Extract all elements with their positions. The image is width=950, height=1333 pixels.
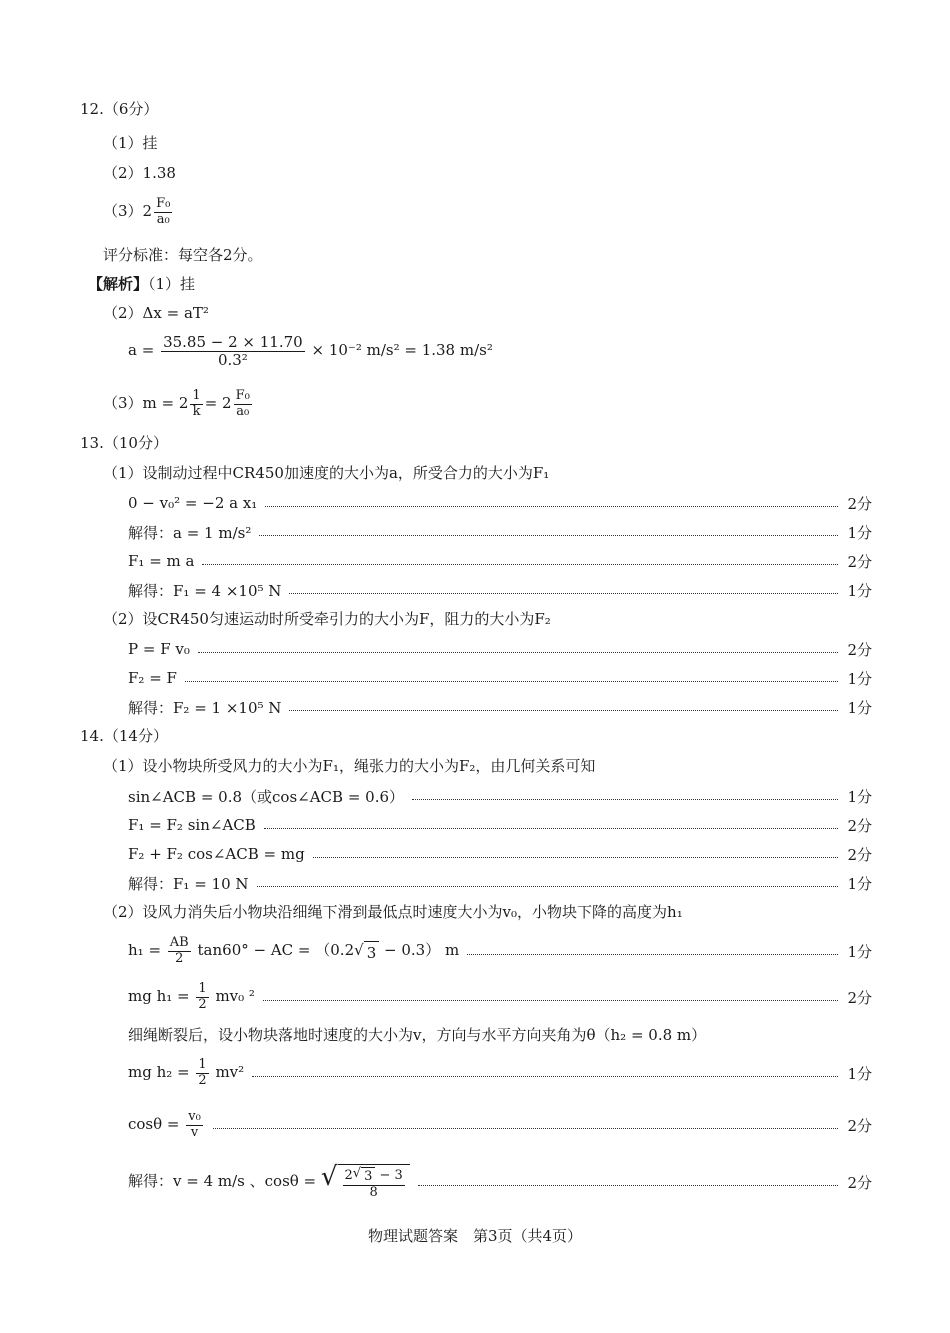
q14-part-2: （2）设风力消失后小物块沿细绳下滑到最低点时速度大小为v₀，小物块下降的高度为h₁: [103, 903, 683, 921]
equation: 解得：F₂ = 1 ×10⁵ N: [128, 698, 282, 717]
denominator: 8: [369, 1184, 378, 1200]
eq-rhs: × 10⁻² m/s² = 1.38 m/s²: [311, 341, 493, 359]
eq-lhs: mg h₁ =: [128, 987, 190, 1005]
num-rest: − 3: [375, 1168, 403, 1184]
analysis-1: （1）挂: [148, 275, 196, 293]
leader-dots: [289, 710, 838, 711]
fraction: [343, 1167, 405, 1200]
q13-header: 13.（10分）: [80, 434, 168, 452]
score: 2分: [847, 988, 872, 1007]
radical-sign: √: [352, 1166, 362, 1182]
q13-part-1: （1）设制动过程中CR450加速度的大小为a，所受合力的大小为F₁: [103, 464, 550, 482]
sqrt: [321, 1164, 410, 1200]
score-row: [128, 579, 872, 601]
q13-part-2: （2）设CR450匀速运动时所受牵引力的大小为F，阻力的大小为F₂: [103, 610, 551, 628]
page-footer: 物理试题答案 第3页（共4页）: [367, 1227, 583, 1245]
equation: F₁ = F₂ sin∠ACB: [128, 816, 256, 834]
score: 2分: [847, 494, 872, 513]
fraction: [196, 982, 208, 1012]
denominator: 2: [198, 996, 207, 1012]
fraction: [196, 1058, 208, 1088]
score-row: [128, 696, 872, 718]
leader-dots: [185, 681, 838, 682]
score-row: [128, 638, 872, 660]
score: 1分: [847, 1064, 872, 1083]
score: 2分: [847, 1173, 872, 1192]
score: 1分: [847, 669, 872, 688]
equation: sin∠ACB = 0.8（或cos∠ACB = 0.6）: [128, 787, 405, 806]
denominator: k: [192, 403, 201, 419]
q12-scoring: 评分标准：每空各2分。: [103, 246, 263, 264]
equation: [128, 936, 459, 966]
score-row: [128, 872, 872, 894]
leader-dots: [213, 1128, 838, 1129]
q14-part-1: （1）设小物块所受风力的大小为F₁，绳张力的大小为F₂，由几何关系可知: [103, 757, 596, 775]
numerator: 35.85 − 2 × 11.70: [163, 333, 303, 351]
score: 2分: [847, 816, 872, 835]
fraction: [161, 334, 305, 368]
score: 1分: [847, 874, 872, 893]
score-row: [128, 492, 872, 514]
leader-dots: [264, 828, 838, 829]
score: 1分: [847, 523, 872, 542]
numerator: v₀: [188, 1109, 201, 1125]
equation: F₁ = m a: [128, 552, 195, 570]
score-row: [128, 930, 872, 972]
equation: 0 − v₀² = −2 a x₁: [128, 494, 258, 512]
q12-header: 12.（6分）: [80, 100, 159, 118]
equation: 解得：a = 1 m/s²: [128, 523, 252, 542]
fraction: [234, 389, 252, 419]
eq-rhs: mv²: [215, 1063, 245, 1081]
leader-dots: [289, 593, 838, 594]
fraction: [154, 197, 172, 227]
equation: F₂ + F₂ cos∠ACB = mg: [128, 845, 305, 863]
num-coef: 2: [344, 1168, 353, 1184]
score-row: [128, 1104, 872, 1146]
denominator: 0.3²: [217, 350, 248, 369]
leader-dots: [467, 954, 838, 955]
denominator: 2: [175, 950, 184, 966]
score-row: [128, 785, 872, 807]
numerator: 1: [192, 388, 201, 404]
leader-dots: [202, 564, 838, 565]
leader-dots: [259, 535, 838, 536]
eq-lhs: h₁ =: [128, 941, 162, 959]
score-row: [128, 843, 872, 865]
radicand: 3: [364, 941, 380, 962]
score-row: [128, 1052, 872, 1094]
eq-end: − 0.3） m: [379, 941, 460, 959]
score: 1分: [847, 581, 872, 600]
equation: [128, 982, 255, 1012]
numerator: F₀: [235, 388, 250, 404]
q12-analysis-2: （2）Δx = aT²: [103, 304, 209, 322]
score-row: [128, 521, 872, 543]
eq-lhs: 解得：v = 4 m/s 、cosθ =: [128, 1172, 317, 1190]
numerator: AB: [169, 935, 189, 951]
numerator: 1: [198, 981, 207, 997]
equation: [128, 1058, 244, 1088]
denominator: a₀: [236, 403, 250, 419]
leader-dots: [198, 652, 838, 653]
radicand: [338, 1164, 410, 1200]
equation: [128, 1164, 410, 1200]
leader-dots: [265, 506, 838, 507]
q12-answer-2: （2）1.38: [103, 164, 176, 182]
eq-lhs: a =: [128, 341, 155, 359]
equation: P = F v₀: [128, 640, 190, 658]
eq-mid: = 2: [204, 394, 232, 412]
equation: F₂ = F: [128, 669, 177, 687]
radical-sign: √: [320, 1162, 338, 1193]
q12-mass-equation: [103, 383, 254, 423]
equation: 解得：F₁ = 4 ×10⁵ N: [128, 581, 282, 600]
q12-answer-3-prefix: （3）2: [103, 202, 153, 220]
score-row: [128, 550, 872, 572]
score: 1分: [847, 787, 872, 806]
score: 2分: [847, 1116, 872, 1135]
leader-dots: [418, 1185, 838, 1186]
denominator: a₀: [156, 211, 170, 227]
score-row: [128, 1158, 872, 1206]
leader-dots: [257, 886, 838, 887]
numerator: 1: [198, 1057, 207, 1073]
equation: [128, 1110, 205, 1140]
score-row: [128, 976, 872, 1018]
score-row: [128, 814, 872, 836]
eq-lhs: （3）m = 2: [103, 394, 189, 412]
q12-answer-1: （1）挂: [103, 134, 158, 152]
sqrt: [354, 941, 379, 962]
fraction: [186, 1110, 203, 1140]
eq-lhs: mg h₂ =: [128, 1063, 190, 1081]
numerator: [343, 1167, 405, 1185]
score: 1分: [847, 698, 872, 717]
sqrt: [353, 1167, 376, 1184]
denominator: v: [190, 1124, 199, 1140]
score: 2分: [847, 552, 872, 571]
q14-part-3: 细绳断裂后，设小物块落地时速度的大小为v，方向与水平方向夹角为θ（h₂ = 0.8 m）: [128, 1026, 707, 1044]
leader-dots: [252, 1076, 838, 1077]
eq-mid: tan60° − AC = （0.2: [197, 941, 355, 959]
leader-dots: [412, 799, 838, 800]
eq-lhs: cosθ =: [128, 1115, 180, 1133]
radical-sign: √: [354, 940, 364, 959]
q12-answer-3: [103, 193, 174, 229]
leader-dots: [263, 1000, 838, 1001]
denominator: 2: [198, 1072, 207, 1088]
score: 2分: [847, 845, 872, 864]
leader-dots: [313, 857, 838, 858]
fraction: [190, 389, 202, 419]
q14-header: 14.（14分）: [80, 727, 168, 745]
radicand: 3: [361, 1167, 375, 1184]
score-row: [128, 667, 872, 689]
fraction: [168, 936, 191, 966]
eq-rhs: mv₀ ²: [215, 987, 255, 1005]
equation: 解得：F₁ = 10 N: [128, 874, 249, 893]
analysis-label: 【解析】: [88, 275, 149, 293]
q12-acceleration-equation: [128, 330, 493, 370]
numerator: F₀: [156, 196, 171, 212]
q12-analysis: [88, 274, 195, 294]
score: 1分: [847, 942, 872, 961]
score: 2分: [847, 640, 872, 659]
